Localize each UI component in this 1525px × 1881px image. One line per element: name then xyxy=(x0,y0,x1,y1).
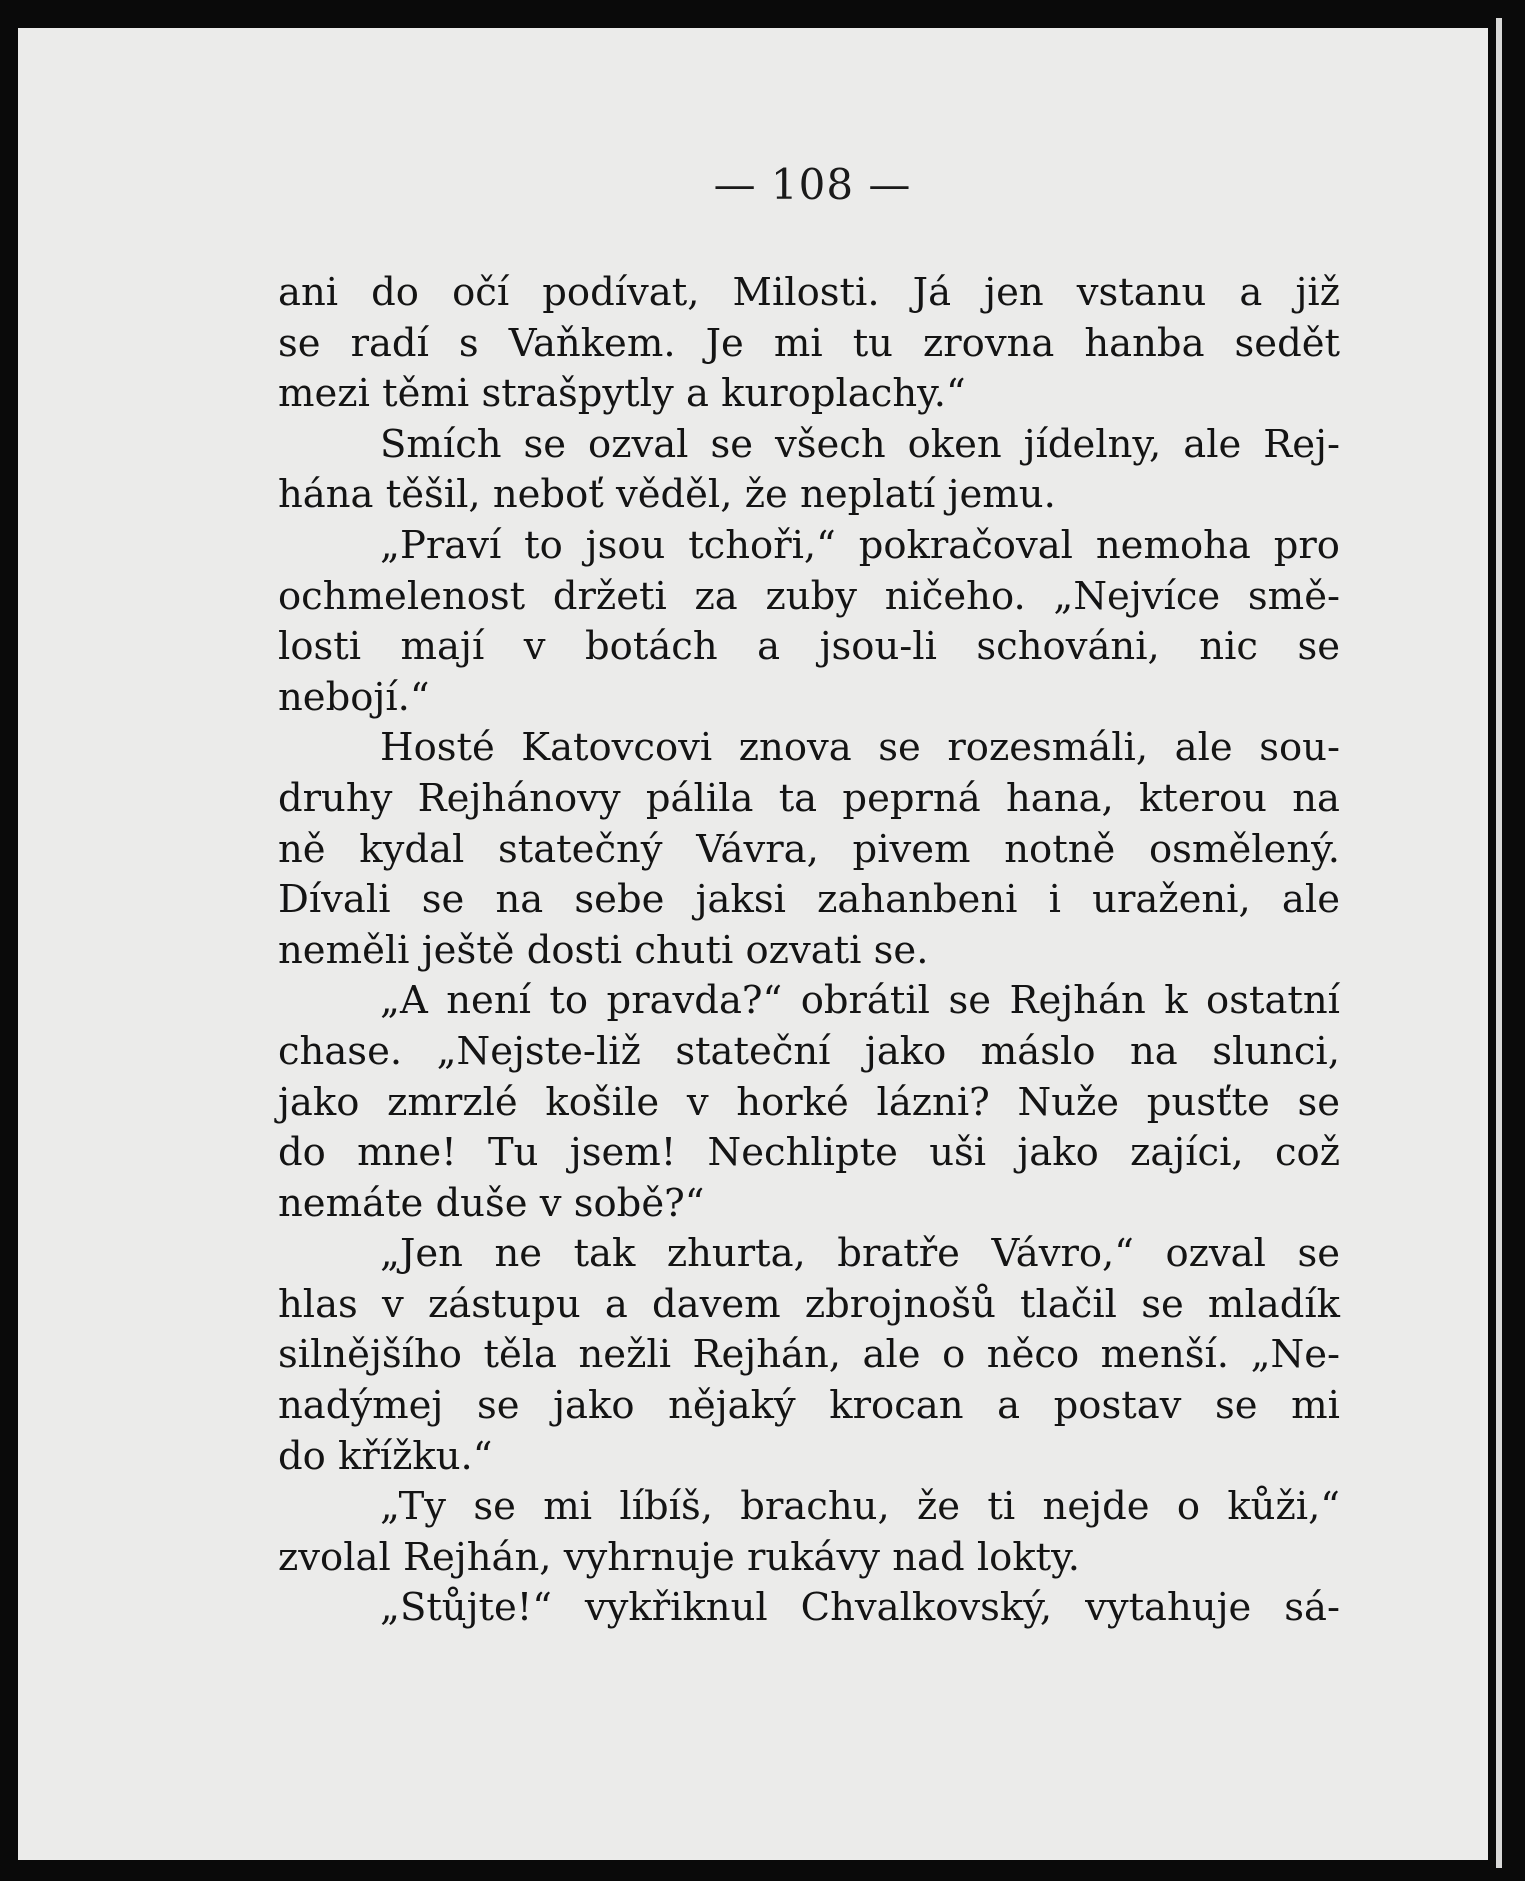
text-line: do křížku.“ xyxy=(278,1433,493,1479)
text-line: jako zmrzlé košile v horké lázni? Nuže pusťte se xyxy=(278,1079,1340,1125)
text-line: silnějšího těla nežli Rejhán, ale o něco menší. „Ne- xyxy=(278,1332,1340,1378)
text-line: zvolal Rejhán, vyhrnuje rukávy nad lokty. xyxy=(278,1534,1081,1580)
text-line: Hosté Katovcovi znova se rozesmáli, ale sou- xyxy=(380,725,1340,771)
text-line: Dívali se na sebe jaksi zahanbeni i uraženi, ale xyxy=(278,877,1340,923)
text-line: hána těšil, neboť věděl, že neplatí jemu. xyxy=(278,472,1056,518)
text-line: „Jen ne tak zhurta, bratře Vávro,“ ozval se xyxy=(380,1231,1340,1277)
next-page-edge xyxy=(1496,18,1502,1868)
text-line: druhy Rejhánovy pálila ta peprná hana, kterou na xyxy=(278,775,1340,821)
text-line: do mne! Tu jsem! Nechlipte uši jako zajíci, což xyxy=(278,1130,1340,1176)
text-line: nemáte duše v sobě?“ xyxy=(278,1180,705,1226)
text-line: hlas v zástupu a davem zbrojnošů tlačil se mladík xyxy=(278,1281,1340,1327)
page-number: — 108 — xyxy=(713,160,912,209)
scan-border-right xyxy=(1488,0,1525,1881)
text-line: neměli ještě dosti chuti ozvati se. xyxy=(278,927,929,973)
text-line: „Praví to jsou tchoři,“ pokračoval nemoha pro xyxy=(380,522,1340,568)
text-line: se radí s Vaňkem. Je mi tu zrovna hanba sedět xyxy=(278,320,1340,366)
text-line: Smích se ozval se všech oken jídelny, ale Rej- xyxy=(380,421,1340,467)
text-line: „A není to pravda?“ obrátil se Rejhán k ostatní xyxy=(380,978,1340,1024)
text-line: ochmelenost držeti za zuby ničeho. „Nejvíce smě- xyxy=(278,573,1340,619)
text-line: „Stůjte!“ vykřiknul Chvalkovský, vytahuje sá- xyxy=(380,1585,1340,1631)
text-line: nebojí.“ xyxy=(278,674,430,720)
text-line: mezi těmi strašpytly a kuroplachy.“ xyxy=(278,371,966,417)
text-line: nadýmej se jako nějaký krocan a postav se mi xyxy=(278,1383,1340,1429)
text-line: ně kydal statečný Vávra, pivem notně osmělený. xyxy=(278,826,1340,872)
text-line: ani do očí podívat, Milosti. Já jen vstanu a již xyxy=(278,270,1340,315)
text-line: chase. „Nejste-liž stateční jako máslo na slunci, xyxy=(278,1028,1340,1074)
body-text xyxy=(278,268,1340,1634)
text-line: „Ty se mi líbíš, brachu, že ti nejde o kůži,“ xyxy=(380,1484,1340,1530)
text-line: losti mají v botách a jsou-li schováni, nic se xyxy=(278,624,1340,670)
